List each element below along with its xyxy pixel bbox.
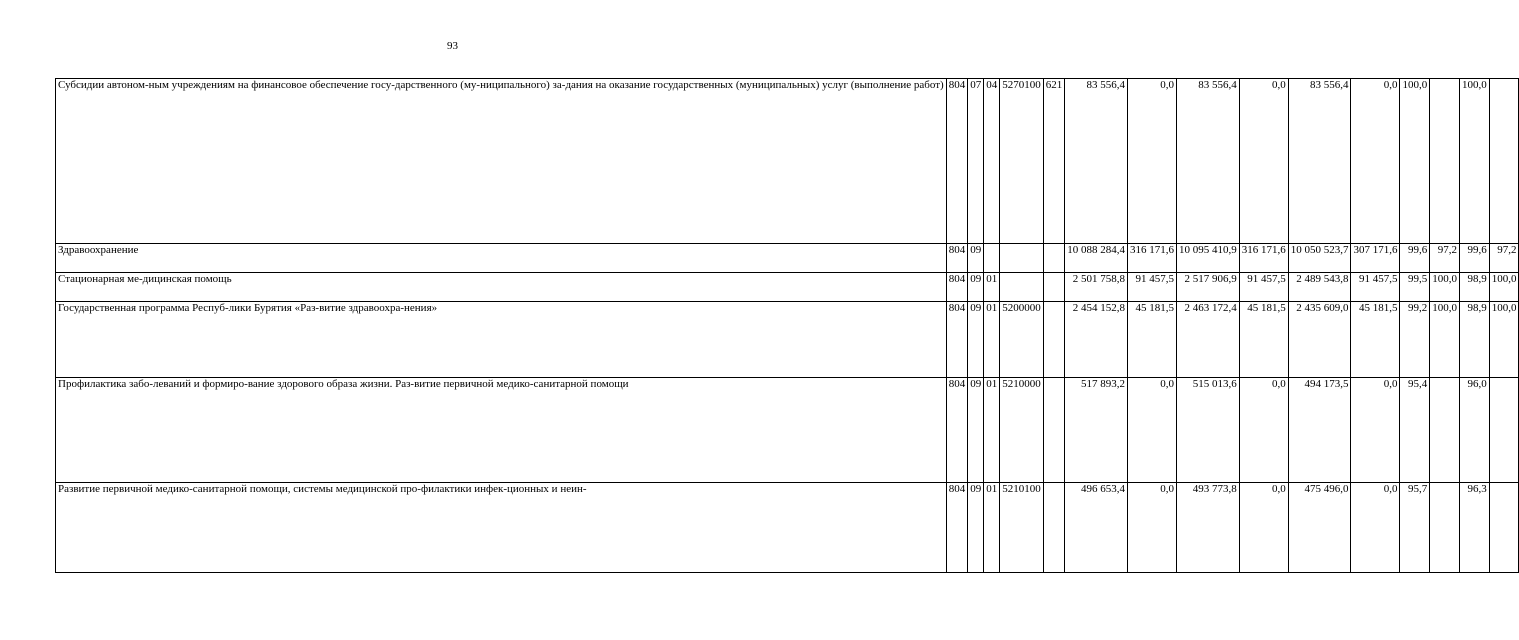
percent-cell [1489, 79, 1519, 244]
amount-cell: 2 501 758,8 [1065, 273, 1128, 302]
admin-code: 804 [946, 302, 968, 378]
percent-cell: 100,0 [1430, 302, 1460, 378]
section-code: 09 [968, 483, 984, 573]
percent-cell: 100,0 [1489, 302, 1519, 378]
table-row [56, 79, 1519, 244]
amount-cell: 0,0 [1351, 378, 1400, 483]
budget-table [55, 78, 1519, 573]
admin-code: 804 [946, 79, 968, 244]
amount-cell: 494 173,5 [1288, 378, 1351, 483]
amount-cell: 0,0 [1239, 378, 1288, 483]
subsection-code: 01 [984, 483, 1000, 573]
percent-cell: 96,0 [1459, 378, 1489, 483]
target-article-code [1000, 273, 1044, 302]
amount-cell: 2 489 543,8 [1288, 273, 1351, 302]
percent-cell: 100,0 [1459, 79, 1489, 244]
section-code: 09 [968, 302, 984, 378]
expense-type-code [1043, 302, 1065, 378]
subsection-code: 01 [984, 273, 1000, 302]
row-name: Субсидии автоном-ным учреждениям на финансовое обеспечение госу-дарственного (му-ниципального) за-дания на оказание государственных (муниципальных) услуг (выполнение работ) [56, 79, 947, 244]
percent-cell: 97,2 [1430, 244, 1460, 273]
amount-cell: 83 556,4 [1288, 79, 1351, 244]
amount-cell: 475 496,0 [1288, 483, 1351, 573]
page-number: 93 [447, 40, 458, 52]
amount-cell: 316 171,6 [1127, 244, 1176, 273]
amount-cell: 83 556,4 [1065, 79, 1128, 244]
row-name: Стационарная ме-дицинская помощь [56, 273, 947, 302]
table-row [56, 244, 1519, 273]
percent-cell: 98,9 [1459, 302, 1489, 378]
percent-cell: 99,6 [1459, 244, 1489, 273]
amount-cell: 316 171,6 [1239, 244, 1288, 273]
percent-cell: 100,0 [1430, 273, 1460, 302]
amount-cell: 91 457,5 [1351, 273, 1400, 302]
amount-cell: 0,0 [1351, 483, 1400, 573]
amount-cell: 517 893,2 [1065, 378, 1128, 483]
amount-cell: 83 556,4 [1176, 79, 1239, 244]
percent-cell: 99,2 [1400, 302, 1430, 378]
percent-cell [1489, 483, 1519, 573]
amount-cell: 2 435 609,0 [1288, 302, 1351, 378]
amount-cell: 515 013,6 [1176, 378, 1239, 483]
row-name: Развитие первичной медико-санитарной помощи, системы медицинской про-филактики инфек-ционных и неин- [56, 483, 947, 573]
amount-cell: 0,0 [1127, 483, 1176, 573]
row-name: Здравоохранение [56, 244, 947, 273]
expense-type-code: 621 [1043, 79, 1065, 244]
percent-cell: 99,6 [1400, 244, 1430, 273]
section-code: 09 [968, 273, 984, 302]
section-code: 09 [968, 244, 984, 273]
percent-cell [1430, 79, 1460, 244]
target-article-code: 5270100 [1000, 79, 1044, 244]
expense-type-code [1043, 378, 1065, 483]
expense-type-code [1043, 273, 1065, 302]
expense-type-code [1043, 483, 1065, 573]
percent-cell [1430, 378, 1460, 483]
amount-cell: 0,0 [1127, 378, 1176, 483]
amount-cell: 2 463 172,4 [1176, 302, 1239, 378]
amount-cell: 2 517 906,9 [1176, 273, 1239, 302]
admin-code: 804 [946, 483, 968, 573]
table-row [56, 378, 1519, 483]
amount-cell: 307 171,6 [1351, 244, 1400, 273]
table-row [56, 302, 1519, 378]
amount-cell: 0,0 [1351, 79, 1400, 244]
amount-cell: 91 457,5 [1239, 273, 1288, 302]
percent-cell: 95,7 [1400, 483, 1430, 573]
target-article-code: 5210100 [1000, 483, 1044, 573]
amount-cell: 0,0 [1239, 79, 1288, 244]
percent-cell: 98,9 [1459, 273, 1489, 302]
admin-code: 804 [946, 244, 968, 273]
target-article-code: 5200000 [1000, 302, 1044, 378]
row-name: Профилактика забо-леваний и формиро-вание здорового образа жизни. Раз-витие первичной медико-санитарной помощи [56, 378, 947, 483]
subsection-code [984, 244, 1000, 273]
subsection-code: 01 [984, 378, 1000, 483]
admin-code: 804 [946, 378, 968, 483]
subsection-code: 04 [984, 79, 1000, 244]
percent-cell: 100,0 [1489, 273, 1519, 302]
amount-cell: 91 457,5 [1127, 273, 1176, 302]
admin-code: 804 [946, 273, 968, 302]
section-code: 09 [968, 378, 984, 483]
percent-cell: 96,3 [1459, 483, 1489, 573]
table-row [56, 483, 1519, 573]
percent-cell: 100,0 [1400, 79, 1430, 244]
table-body [56, 79, 1519, 573]
amount-cell: 496 653,4 [1065, 483, 1128, 573]
percent-cell [1489, 378, 1519, 483]
target-article-code [1000, 244, 1044, 273]
section-code: 07 [968, 79, 984, 244]
amount-cell: 45 181,5 [1127, 302, 1176, 378]
percent-cell: 99,5 [1400, 273, 1430, 302]
amount-cell: 45 181,5 [1351, 302, 1400, 378]
percent-cell: 97,2 [1489, 244, 1519, 273]
amount-cell: 10 095 410,9 [1176, 244, 1239, 273]
amount-cell: 2 454 152,8 [1065, 302, 1128, 378]
amount-cell: 0,0 [1127, 79, 1176, 244]
row-name: Государственная программа Респуб-лики Бурятия «Раз-витие здравоохра-нения» [56, 302, 947, 378]
amount-cell: 45 181,5 [1239, 302, 1288, 378]
percent-cell: 95,4 [1400, 378, 1430, 483]
amount-cell: 10 088 284,4 [1065, 244, 1128, 273]
target-article-code: 5210000 [1000, 378, 1044, 483]
percent-cell [1430, 483, 1460, 573]
amount-cell: 10 050 523,7 [1288, 244, 1351, 273]
amount-cell: 493 773,8 [1176, 483, 1239, 573]
amount-cell: 0,0 [1239, 483, 1288, 573]
expense-type-code [1043, 244, 1065, 273]
subsection-code: 01 [984, 302, 1000, 378]
table-row [56, 273, 1519, 302]
